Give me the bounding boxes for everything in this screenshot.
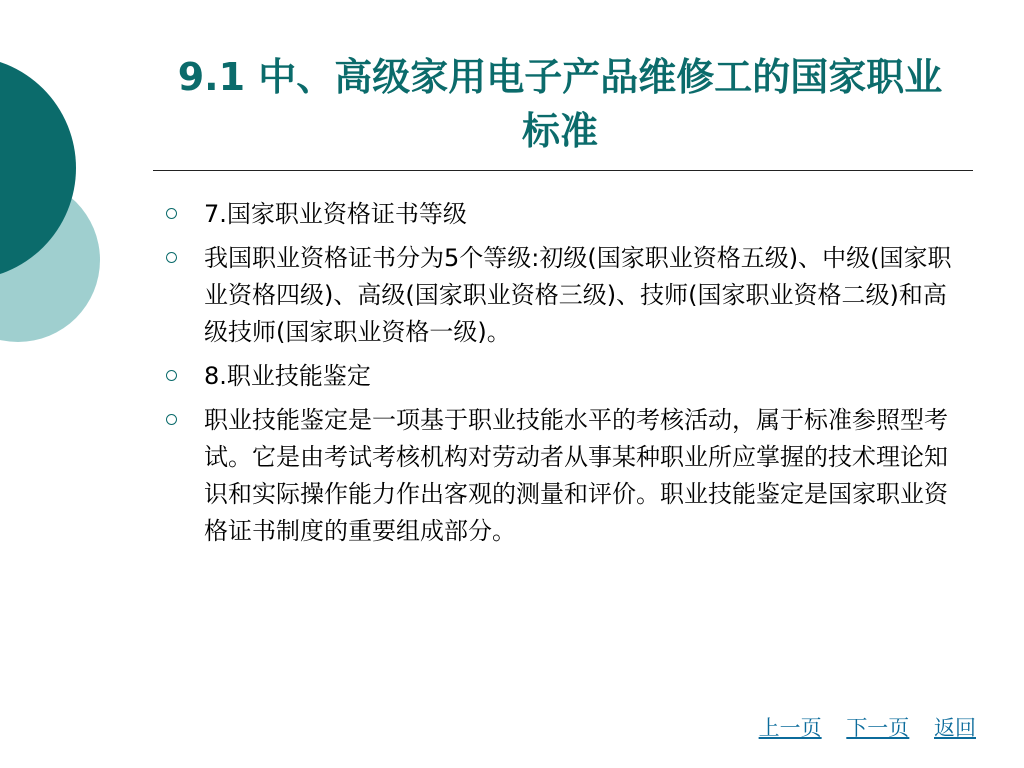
bullet-text: 职业技能鉴定是一项基于职业技能水平的考核活动，属于标准参照型考试。它是由考试考核机构对劳动者从事某种职业所应掌握的技术理论知识和实际操作能力作出客观的测量和评价。职业技能鉴定是国家职业资格证书制度的重要组成部分。 (204, 406, 948, 545)
slide-title: 9.1 中、高级家用电子产品维修工的国家职业标准 (177, 55, 943, 153)
circle-bullet-icon (166, 370, 177, 381)
bullet-item (160, 196, 960, 233)
circle-bullet-icon (166, 414, 177, 425)
title-divider (153, 170, 973, 171)
circle-bullet-icon (166, 252, 177, 263)
bullet-text: 8.职业技能鉴定 (204, 362, 371, 390)
bullet-item (160, 240, 960, 351)
bullet-text: 我国职业资格证书分为5个等级:初级(国家职业资格五级)、中级(国家职业资格四级)、高级(国家职业资格三级)、技师(国家职业资格二级)和高级技师(国家职业资格一级)。 (204, 244, 952, 346)
prev-page-link[interactable]: 上一页 (758, 716, 822, 740)
bullet-item (160, 358, 960, 395)
next-page-link[interactable]: 下一页 (846, 716, 910, 740)
bullet-list (160, 196, 960, 557)
back-link[interactable]: 返回 (934, 716, 976, 740)
decorative-circles (0, 0, 110, 420)
circle-bullet-icon (166, 208, 177, 219)
slide-navigation (741, 712, 976, 742)
bullet-item (160, 402, 960, 550)
bullet-text: 7.国家职业资格证书等级 (204, 200, 467, 228)
